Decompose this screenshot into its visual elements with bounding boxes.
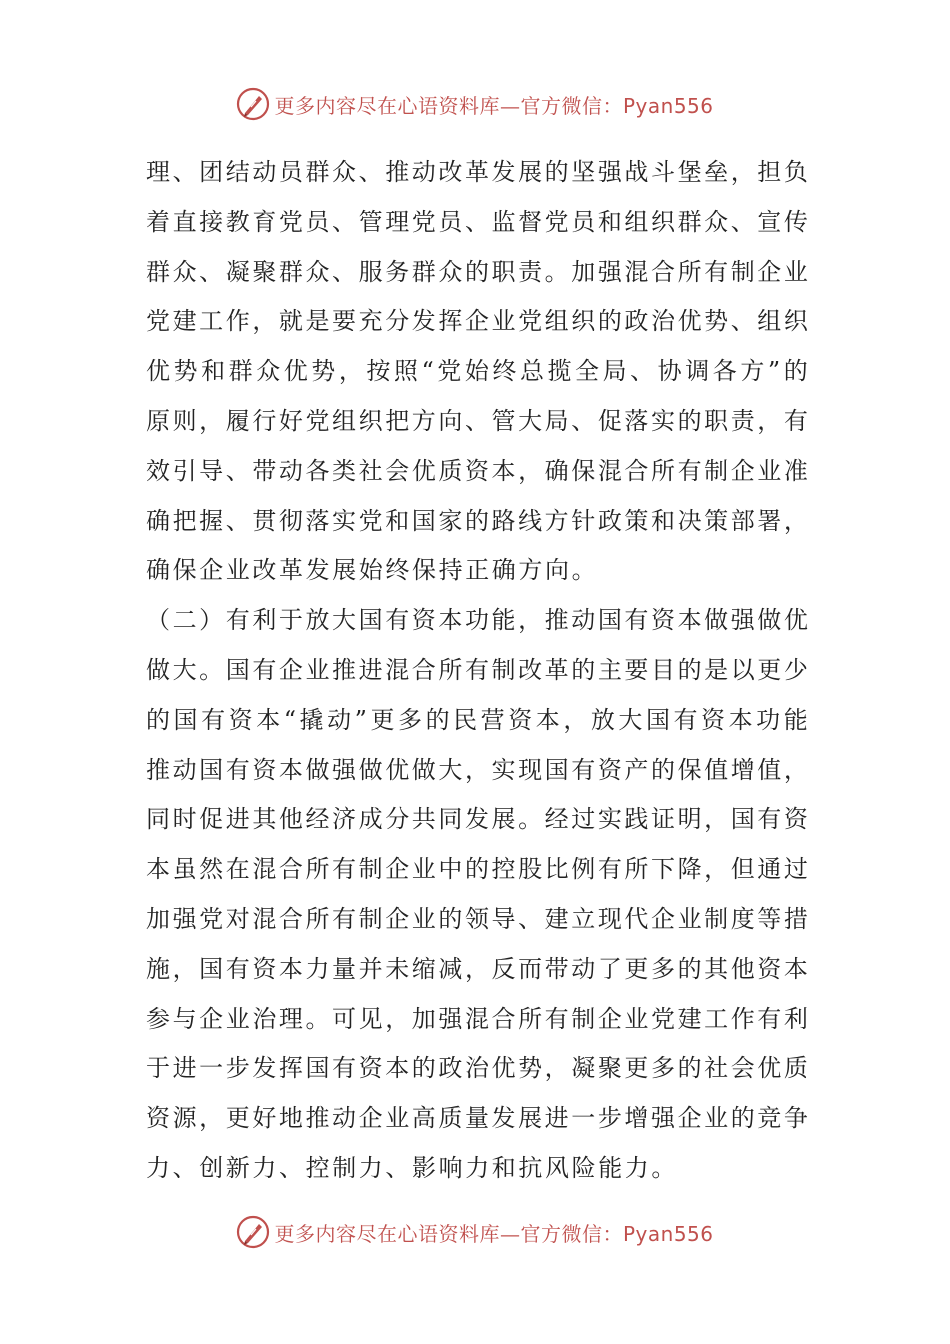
text-line: 群 众 、 凝 聚 群 众 、 服 务 群 众 的 职 责 。 加 强 混 合 所 有 制 企 业 (146, 257, 808, 286)
text-line: 推 动 国 有 资 本 做 强 做 优 做 大 ， 实 现 国 有 资 产 的 保 值 增 值 ， (146, 755, 808, 784)
text-line: 施 ， 国 有 资 本 力 量 并 未 缩 减 ， 反 而 带 动 了 更 多 的 其 他 资 本 (146, 954, 808, 983)
text-line: 本 虽 然 在 混 合 所 有 制 企 业 中 的 控 股 比 例 有 所 下 降 ， 但 通 过 (146, 855, 808, 884)
footer-banner (0, 1212, 950, 1252)
quill-pen-logo-icon (236, 87, 270, 121)
text-line: 资 源 ， 更 好 地 推 动 企 业 高 质 量 发 展 进 一 步 增 强 企 业 的 竞 争 (146, 1104, 808, 1133)
header-banner (0, 84, 950, 124)
text-line: 做 大 。 国 有 企 业 推 进 混 合 所 有 制 改 革 的 主 要 目 的 是 以 更 少 (146, 655, 808, 684)
banner-text: 更多内容尽在心语资料库—官方微信：Pyan556 (274, 1221, 714, 1246)
document-body (146, 148, 808, 1194)
text-line: 理 、 团 结 动 员 群 众 、 推 动 改 革 发 展 的 坚 强 战 斗 堡 垒 ， 担 负 (146, 158, 808, 186)
text-line: 原 则 ， 履 行 好 党 组 织 把 方 向 、 管 大 局 、 促 落 实 的 职 责 ， 有 (146, 406, 808, 435)
text-line: 同 时 促 进 其 他 经 济 成 分 共 同 发 展 。 经 过 实 践 证 明 ， 国 有 资 (146, 805, 808, 834)
banner-text: 更多内容尽在心语资料库—官方微信：Pyan556 (274, 93, 714, 118)
text-line: 确保企业改革发展始终保持正确方向。 (146, 556, 599, 585)
text-line: 着 直 接 教 育 党 员 、 管 理 党 员 、 监 督 党 员 和 组 织 群 众 、 宣 传 (146, 207, 808, 236)
text-line: 优 势 和 群 众 优 势 ， 按 照 “ 党 始 终 总 揽 全 局 、 协 调 各 方 ” 的 (146, 357, 808, 386)
quill-pen-logo-icon (236, 1215, 270, 1249)
text-line: 于 进 一 步 发 挥 国 有 资 本 的 政 治 优 势 ， 凝 聚 更 多 的 社 会 优 质 (146, 1054, 808, 1083)
text-line: 确 把 握 、 贯 彻 落 实 党 和 国 家 的 路 线 方 针 政 策 和 决 策 部 署 ， (146, 506, 808, 535)
text-line: 党 建 工 作 ， 就 是 要 充 分 发 挥 企 业 党 组 织 的 政 治 优 势 、 组 织 (146, 307, 808, 336)
text-line: 加 强 党 对 混 合 所 有 制 企 业 的 领 导 、 建 立 现 代 企 业 制 度 等 措 (146, 904, 808, 933)
text-line: 的 国 有 资 本 “ 撬 动 ” 更 多 的 民 营 资 本 ， 放 大 国 有 资 本 功 能 (146, 705, 808, 734)
text-line: 参 与 企 业 治 理 。 可 见 ， 加 强 混 合 所 有 制 企 业 党 建 工 作 有 利 (146, 1004, 808, 1033)
text-line: 效 引 导 、 带 动 各 类 社 会 优 质 资 本 ， 确 保 混 合 所 有 制 企 业 准 (146, 456, 808, 485)
text-line: （ 二 ） 有 利 于 放 大 国 有 资 本 功 能 ， 推 动 国 有 资 本 做 强 做 优 (146, 606, 808, 635)
text-line: 力、创新力、控制力、影响力和抗风险能力。 (146, 1153, 678, 1182)
